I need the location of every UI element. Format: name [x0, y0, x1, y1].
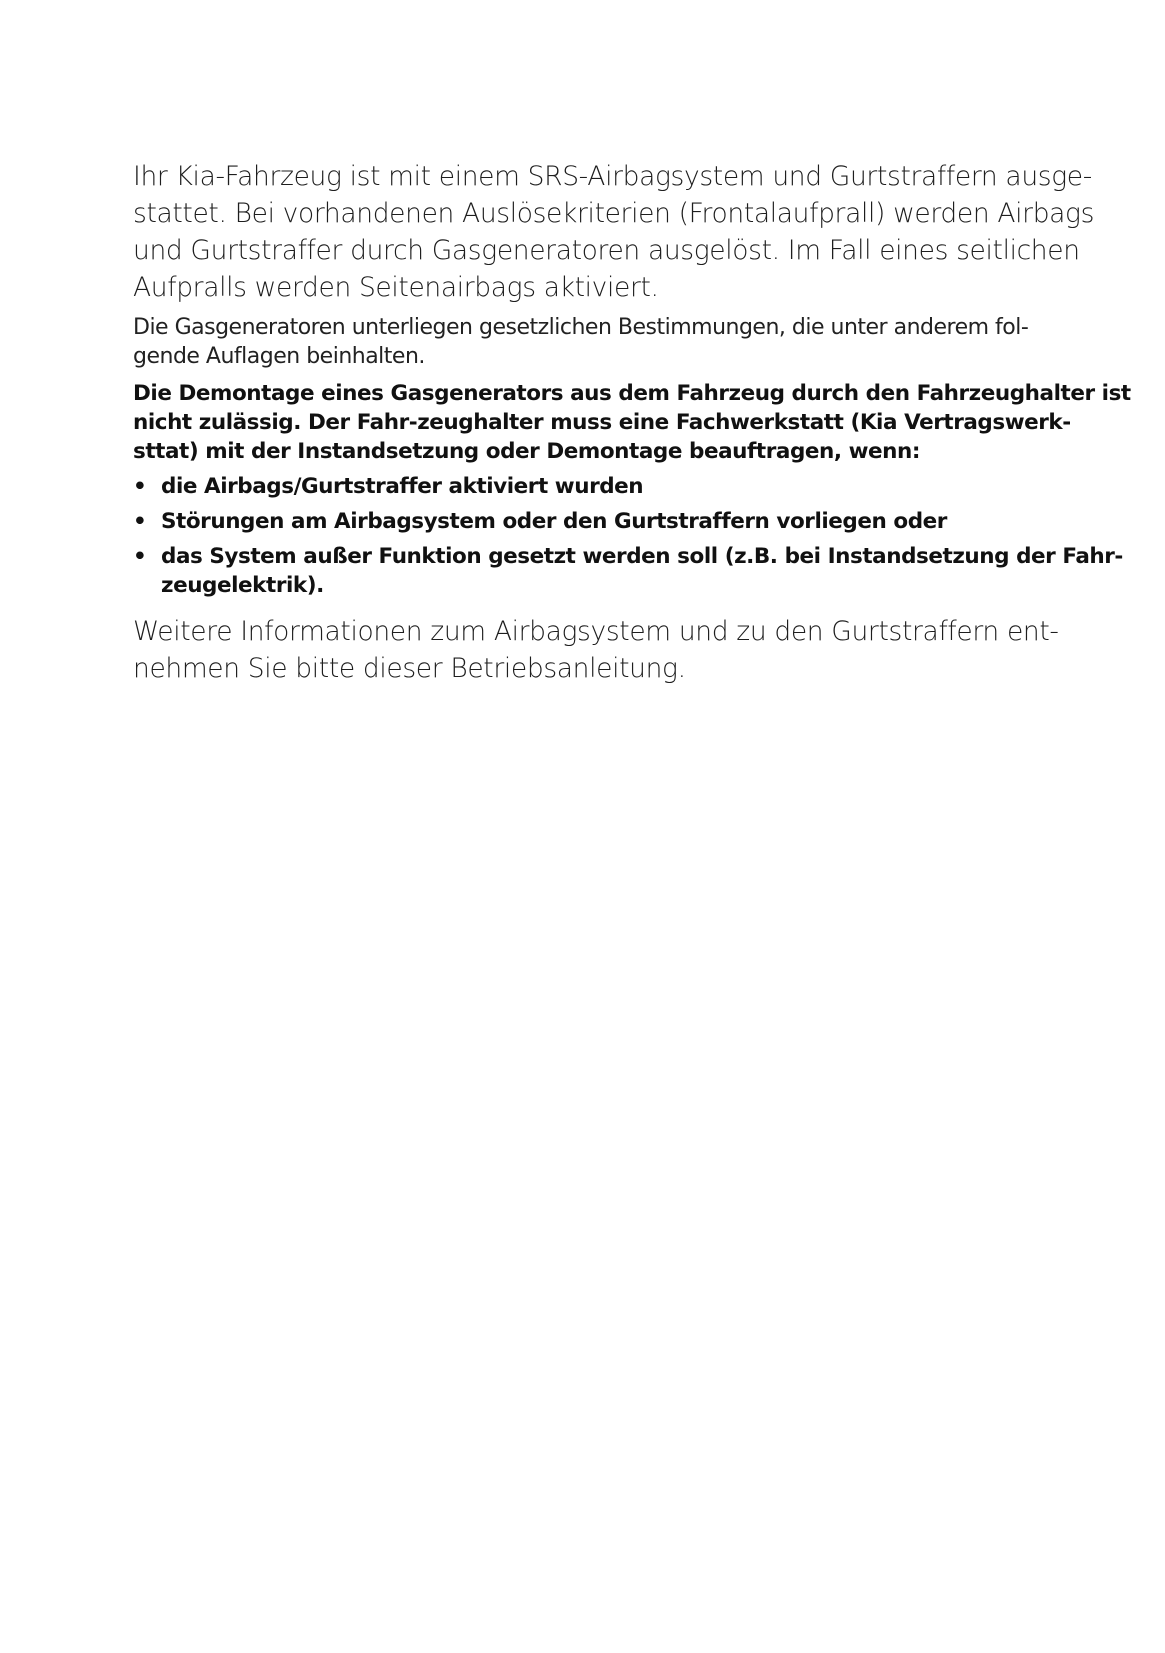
warning-paragraph — [133, 379, 1131, 466]
closing-line: Weitere Informationen zum Airbagsystem und zu den Gurtstraffern ent- — [133, 616, 1059, 647]
intro-line: und Gurtstraffer durch Gasgeneratoren ausgelöst. Im Fall eines seitlichen — [133, 235, 1080, 266]
warning-line: sttat) mit der Instandsetzung oder Demontage beauftragen, wenn: — [133, 439, 921, 464]
intro-paragraph — [133, 158, 1095, 306]
document-content — [133, 158, 1131, 687]
list-item-text: zeugelektrik). — [161, 573, 324, 598]
warning-line: Die Demontage eines Gasgenerators aus dem Fahrzeug durch den Fahrzeughalter ist — [133, 381, 1131, 406]
list-item — [133, 472, 1069, 501]
closing-line: nehmen Sie bitte dieser Betriebsanleitung. — [133, 653, 686, 684]
list-item — [133, 507, 1069, 536]
warning-bullet-list — [133, 472, 1123, 600]
warning-line: nicht zulässig. Der Fahr-zeughalter muss eine Fachwerkstatt (Kia Vertragswerk- — [133, 410, 1071, 435]
regulation-line: Die Gasgeneratoren unterliegen gesetzlichen Bestimmungen, die unter anderem fol- — [133, 315, 1029, 340]
list-item-text: das System außer Funktion gesetzt werden soll (z.B. bei Instandsetzung der Fahr- — [161, 544, 1123, 569]
regulation-paragraph — [133, 313, 1069, 371]
closing-paragraph — [133, 613, 1069, 687]
bullet-icon: • — [133, 544, 147, 569]
bullet-icon: • — [133, 509, 147, 534]
bullet-icon: • — [133, 474, 147, 499]
list-item — [133, 542, 1123, 600]
regulation-line: gende Auflagen beinhalten. — [133, 344, 425, 369]
intro-line: stattet. Bei vorhandenen Auslösekriterien (Frontalaufprall) werden Airbags — [133, 198, 1095, 229]
intro-line: Aufpralls werden Seitenairbags aktiviert. — [133, 272, 659, 303]
list-item-text: die Airbags/Gurtstraffer aktiviert wurden — [161, 474, 644, 499]
list-item-text: Störungen am Airbagsystem oder den Gurtstraffern vorliegen oder — [161, 509, 947, 534]
intro-line: Ihr Kia-Fahrzeug ist mit einem SRS-Airbagsystem und Gurtstraffern ausge- — [133, 161, 1092, 192]
